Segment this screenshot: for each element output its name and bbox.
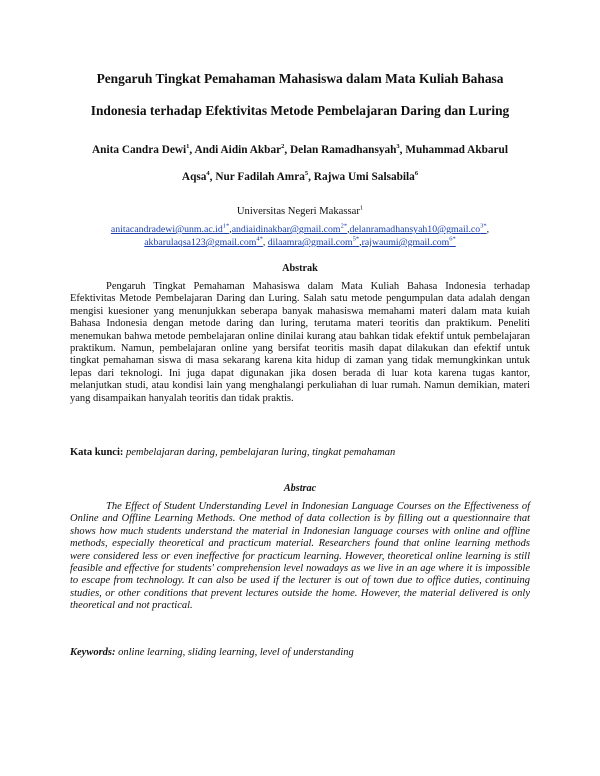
abstract-heading: Abstrac	[283, 483, 317, 494]
author-name: Nur Fadilah Amra	[215, 171, 305, 183]
author-sup: 1	[186, 143, 190, 151]
abstrak-heading: Abstrak	[282, 263, 318, 274]
abstract-body: The Effect of Student Understanding Level in Indonesian Language Courses on the Effectiveness of Online and Offline Learning Methods. One method of data collection is by filling out a questionnaire that shows how much students understand the material in Indonesian language courses with online and offline methods, especially theoretical and practicum material. Researchers found that online learning methods were considered less or even ineffective for practicum learning. However, theoretical online learning is still feasible and effective for students' comprehension level nowadays as we live in an age where it is impossible to escape from technology. It can also be used if the lecturer is out of town due to office duties, continuing studies, or other conditions that prevent lectures outside the home. However, the material delivered is only theoretical and not practical.	[70, 501, 530, 612]
author-sup: 4	[206, 170, 210, 178]
author-name: Muhammad Akbarul	[405, 144, 508, 156]
author-sup: 5	[304, 170, 309, 178]
kata-kunci	[70, 446, 530, 459]
author-sup: 6	[414, 170, 419, 178]
email-link[interactable]: $delanramadhansyah10@gmail.co^{3*}$	[349, 222, 487, 235]
author-list-line-1: Anita Candra Dewi$^1$, Andi Aidin Akbar$^2$, Delan Ramadhansyah$^3$, Muhammad Akbarul	[92, 143, 508, 156]
email-link[interactable]: akbarulaqsa123@gmail.com$^{4*}$	[144, 235, 263, 248]
email-list: $anitacandradewi@unm.ac.id^{1*},andiaidinakbar@gmail.com^{2*},delanramadhansyah10@gmail.co^{3*}$, akbarulaqsa123@gmail.com$^{4*}$, dilaamra@gmail.com$^{5*}$,rajwaumi@gmail.com$^{6*}$	[110, 222, 490, 248]
paper-title-line-1: Pengaruh Tingkat Pemahaman Mahasiswa dalam Mata Kuliah Bahasa	[96, 71, 504, 86]
author-name: Delan Ramadhansyah	[290, 144, 397, 156]
author-name: Aqsa	[181, 171, 207, 183]
kata-kunci-label: Kata kunci:	[70, 447, 124, 458]
keywords	[70, 646, 530, 659]
kata-kunci-text: pembelajaran daring, pembelajaran luring, tingkat pemahaman	[126, 447, 396, 458]
abstrak-body: Pengaruh Tingkat Pemahaman Mahasiswa dalam Mata Kuliah Bahasa Indonesia terhadap Efektivitas Metode Pembelajaran Daring dan Luring. Salah satu metode pengumpulan data adalah dengan mengisi kuesioner yang menunjukkan seberapa banyak mahasiswa memahami materi dalam mata kuiah Bahasa Indonesia dengan metode daring dan luring, terutama materi teoritis dan praktikum. Peneliti menemukan bahwa metode pembelajaran online dinilai kurang atau bahkan tidak efektif untuk pembelajaran praktikum. Namun, pembelajaran online yang bersifat teoritis masih dapat dilakukan dan efektif untuk tingkat pemahaman siswa di masa sekarang karena kita hidup di zaman yang tidak memungkinkan untuk lepas dari teknologi. Ini juga dapat digunakan jika dosen berada di luar kota karena tugas kantor, melanjutkan studi, atau kondisi lain yang menghalangi perkuliahan di luar rumah. Namun demikian, materi yang disampaikan hanyalah teoritis dan tidak praktis.	[70, 281, 530, 404]
author-name: Rajwa Umi Salsabila	[313, 171, 415, 183]
author-sup: 2	[281, 143, 285, 151]
keywords-text: online learning, sliding learning, level of understanding	[118, 647, 354, 658]
author-name: Andi Aidin Akbar	[194, 144, 282, 156]
email-link[interactable]: $anitacandradewi@unm.ac.id^{1*}$	[110, 222, 230, 235]
author-name: Anita Candra Dewi	[92, 144, 187, 156]
affiliation: Universitas Negeri Makassar$^1$	[236, 204, 364, 217]
paper-title-line-2: Indonesia terhadap Efektivitas Metode Pembelajaran Daring dan Luring	[90, 103, 510, 118]
author-list-line-2: Aqsa$^4$, Nur Fadilah Amra$^5$, Rajwa Umi Salsabila$^6$	[181, 170, 419, 183]
email-link[interactable]: dilaamra@gmail.com$^{5*}$	[267, 235, 360, 248]
author-sup: 3	[396, 143, 400, 151]
email-link[interactable]: rajwaumi@gmail.com$^{6*}$	[361, 235, 456, 248]
email-link[interactable]: andiaidinakbar@gmail.com$^{2*}$	[231, 222, 348, 235]
keywords-label: Keywords:	[70, 647, 116, 658]
